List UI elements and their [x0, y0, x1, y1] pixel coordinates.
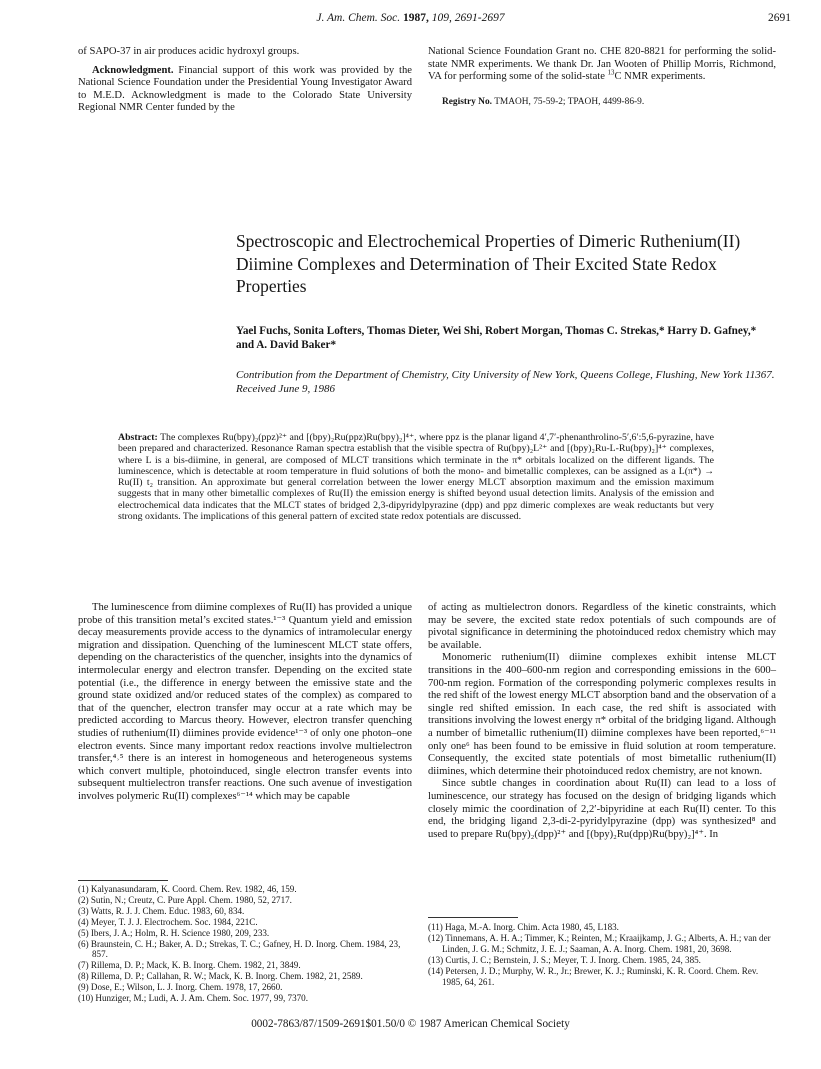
- references-right: [428, 922, 776, 987]
- reference-item: (3) Watts, R. J. J. Chem. Educ. 1983, 60, 834.: [78, 905, 245, 916]
- body-right-column: [428, 602, 776, 841]
- reference-item: (4) Meyer, T. J. J. Electrochem. Soc. 1984, 221C.: [78, 916, 258, 927]
- body-paragraph: Since subtle changes in coordination about Ru(II) can lead to a loss of luminescence, our strategy has focused on the design of bridging ligands which closely mimic the coordination of 2,2′-bipyridine at each Ru(II) center. To this end, the bridging ligand 2,3-di-2-pyridylpyrazine (dpp) was synthesized⁸ and used to prepare Ru(bpy)₂(dpp)²⁺ and [(bpy)₂Ru(dpp)Ru(bpy)₂]⁴⁺. In: [428, 778, 776, 840]
- body-paragraph: Monomeric ruthenium(II) diimine complexes exhibit intense MLCT transitions in the 400–600-nm region and corresponding emissions in the 600–700-nm region. Formation of the corresponding polymeric complexes results in the red shift of the lowest energy MLCT absorption band and the observation of a single red shifted emission. In each case, the red shift is associated with transitions involving the lowest energy π* orbital of the bridging ligand. Although a number of bimetallic ruthenium(II) diimine complexes have been reported,⁶⁻¹¹ only one⁶ has been found to be emissive in fluid solution at room temperature. Consequently, the excited state potentials of most bimetallic ruthenium(II) diimines, which determine their photoinduced redox chemistry, are not known.: [428, 652, 776, 777]
- reference-item: (13) Curtis, J. C.; Bernstein, J. S.; Meyer, T. J. Inorg. Chem. 1985, 24, 385.: [428, 954, 701, 965]
- reference-item: (7) Rillema, D. P.; Mack, K. B. Inorg. Chem. 1982, 21, 3849.: [78, 960, 301, 971]
- abstract: [118, 432, 714, 522]
- reference-item: (2) Sutin, N.; Creutz, C. Pure Appl. Chem. 1980, 52, 2717.: [78, 894, 292, 905]
- reference-item: (12) Tinnemans, A. H. A.; Timmer, K.; Reinten, M.; Kraaijkamp, J. G.; Alberts, A. H.; van der Linden, J. G. M.; Schmitz, J. E. J.; Saaman, A. A. Inorg. Chem. 1981, 20, 3698.: [428, 932, 771, 954]
- journal-citation: [0, 12, 821, 24]
- reference-item: (1) Kalyanasundaram, K. Coord. Chem. Rev. 1982, 46, 159.: [78, 884, 297, 894]
- reference-item: (5) Ibers, J. A.; Holm, R. H. Science 1980, 209, 233.: [78, 927, 270, 938]
- reference-item: (10) Hunziger, M.; Ludi, A. J. Am. Chem. Soc. 1977, 99, 7370.: [78, 993, 308, 1004]
- acknowledgment-heading: Acknowledgment.: [92, 64, 174, 76]
- registry-text: TMAOH, 75-59-2; TPAOH, 4499-86-9.: [494, 96, 645, 107]
- acknowledgment-continuation: [428, 46, 776, 84]
- acknowledgment-text: Financial support of this work was provided by the National Science Foundation under the Presidential Young Investigator Award to M.E.D. Acknowledgment is made to the Colorado State University Regional NMR Center funded by the: [78, 64, 412, 114]
- reference-item: (11) Haga, M.-A. Inorg. Chim. Acta 1980, 45, L183.: [428, 922, 619, 932]
- registry-numbers: [428, 96, 776, 108]
- footnote-rule-left: [78, 880, 168, 881]
- journal-pages: 2691-2697: [454, 12, 505, 24]
- body-paragraph: The luminescence from diimine complexes of Ru(II) has provided a unique probe of this transition metal’s excited states.¹⁻³ Quantum yield and emission decay measurements provide access to the dynamics of intramolecular energy migration and dissipation. Quenching of the luminescent MLCT state offers, depending on the characteristics of the quencher, insights into the dynamics of intermolecular energy and electron transfer. Depending on the excited state potential (i.e., the difference in energy between the emissive state and the ground state oxidized and/or reduced states of the complex) as compared to that of the quencher, electron transfer may occur at a rate which may be predicted according to Marcus theory. However, electron transfer quenching studies of ruthenium(II) diimines provide evidence¹⁻³ of only one photon–one electron events. Since many important redox reactions involve multielectron transfer,⁴˒⁵ there is an interest in homogeneous and heterogeneous systems which convert multiple, photoinduced, single electron transfer events into subsequent multielectron transfer reactions. One such avenue of investigation involves polymeric Ru(II) complexes⁶⁻¹⁴ which may be capable: [78, 602, 412, 802]
- references-left: [78, 884, 412, 1004]
- journal-year: 1987,: [403, 12, 429, 24]
- reference-item: (9) Dose, E.; Wilson, L. J. Inorg. Chem. 1978, 17, 2660.: [78, 982, 283, 993]
- previous-article-text: of SAPO-37 in air produces acidic hydroxyl groups.: [78, 46, 300, 57]
- acknowledgment-continuation-text: National Science Foundation Grant no. CHE 820-8821 for performing the solid-state NMR experiments. We thank Dr. Jan Wooten of Phillip Morris, Richmond, VA for performing some of the solid-state: [428, 46, 776, 83]
- previous-article-right-column: [428, 46, 776, 108]
- previous-article-left-column: [78, 46, 412, 115]
- acknowledgment-paragraph: [78, 65, 412, 115]
- reference-item: (14) Petersen, J. D.; Murphy, W. R., Jr.; Brewer, K. J.; Ruminski, K. R. Coord. Chem. Rev. 1985, 64, 261.: [428, 965, 759, 987]
- isotope-superscript: 13: [607, 69, 615, 77]
- abstract-label: Abstract:: [118, 432, 158, 443]
- running-header: [0, 12, 821, 28]
- body-left-column: [78, 602, 412, 804]
- acknowledgment-continuation-end: C NMR experiments.: [614, 71, 706, 83]
- page-number: 2691: [768, 12, 791, 24]
- article-title: Spectroscopic and Electrochemical Properties of Dimeric Ruthenium(II) Diimine Complexes and Determination of Their Excited State Redox Properties: [236, 231, 741, 297]
- journal-name: J. Am. Chem. Soc.: [316, 12, 401, 24]
- reference-item: (6) Braunstein, C. H.; Baker, A. D.; Strekas, T. C.; Gafney, H. D. Inorg. Chem. 1984, 23, 857.: [78, 938, 401, 960]
- reference-item: (8) Rillema, D. P.; Callahan, R. W.; Mack, K. B. Inorg. Chem. 1982, 21, 2589.: [78, 971, 363, 982]
- author-list: Yael Fuchs, Sonita Lofters, Thomas Dieter, Wei Shi, Robert Morgan, Thomas C. Strekas,* Harry D. Gafney,* and A. David Baker*: [236, 325, 757, 352]
- journal-volume: 109,: [431, 12, 452, 24]
- abstract-text: The complexes Ru(bpy)₂(ppz)²⁺ and [(bpy)₂Ru(ppz)Ru(bpy)₂]⁴⁺, where ppz is the planar ligand 4′,7′-phenanthrolino-5′,6′:5,6-pyrazine, have been prepared and characterized. Resonance Raman spectra establish that the visible spectra of Ru(bpy)₂L²⁺ and [(bpy)₂Ru-L-Ru(bpy)₂]⁴⁺ complexes, where L is a bis-diimine, in general, are composed of MLCT transitions which terminate in the π* orbitals localized on the different ligands. The luminescence, which is detectable at room temperature in fluid solutions of both the mono- and bimetallic complexes, can be assigned as a L(π*) → Ru(II) t₂ transition. An approximate but general correlation between the lower energy MLCT absorption maximum and the emission maximum suggests that in many other bimetallic complexes of Ru(II) the emission energy is shifted beyond usual detection limits. Analysis of the emission and electrochemical data indicates that the MLCT states of bridged 2,3-dipyridylpyrazine (dpp) and ppz dimeric complexes are weak reductants but very strong oxidants. The implications of this general pattern of excited state redox potentials are discussed.: [118, 432, 714, 523]
- footnote-rule-right: [428, 917, 518, 918]
- affiliation: Contribution from the Department of Chemistry, City University of New York, Queens College, Flushing, New York 11367. Received June 9, 1986: [236, 369, 775, 395]
- page-footer: 0002-7863/87/1509-2691$01.50/0 © 1987 American Chemical Society: [251, 1018, 570, 1030]
- body-paragraph: of acting as multielectron donors. Regardless of the kinetic constraints, which may be severe, the excited state redox potentials of such compounds are of pivotal significance in determining the photoinduced redox chemistry which may be available.: [428, 602, 776, 651]
- registry-label: Registry No.: [442, 96, 492, 107]
